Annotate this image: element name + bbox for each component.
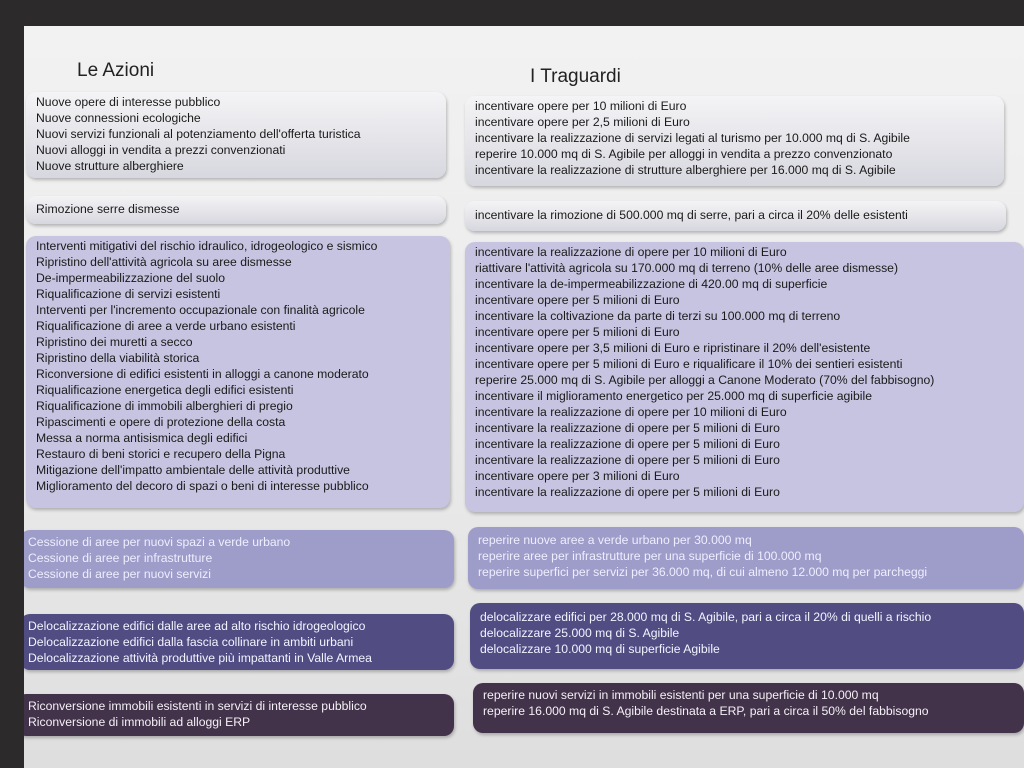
azione-item: De-impermeabilizzazione del suolo <box>36 271 225 285</box>
traguardo-item: incentivare opere per 3 milioni di Euro <box>475 469 680 483</box>
azione-item: Interventi mitigativi del rischio idraulico, idrogeologico e sismico <box>36 239 378 253</box>
traguardo-item: incentivare la de-impermeabilizzazione di 420.00 mq di superficie <box>475 277 828 291</box>
traguardo-item: reperire nuove aree a verde urbano per 30.000 mq <box>478 533 752 547</box>
traguardo-item: incentivare la realizzazione di opere per 5 milioni di Euro <box>475 437 780 451</box>
azione-item: Nuove opere di interesse pubblico <box>36 95 221 109</box>
traguardi-box-4 <box>468 527 1024 589</box>
azione-item: Riqualificazione energetica degli edifici esistenti <box>36 383 294 397</box>
azione-item: Ripristino dell'attività agricola su aree dismesse <box>36 255 292 269</box>
azione-item: Miglioramento del decoro di spazi o beni di interesse pubblico <box>36 479 369 493</box>
traguardo-item: incentivare opere per 3,5 milioni di Euro e ripristinare il 20% dell'esistente <box>475 341 871 355</box>
azione-item: Nuovi alloggi in vendita a prezzi convenzionati <box>36 143 286 157</box>
traguardi-box-1 <box>465 96 1004 186</box>
traguardo-item: incentivare opere per 5 milioni di Euro <box>475 325 680 339</box>
azioni-box-6 <box>24 694 454 736</box>
traguardo-item: reperire aree per infrastrutture per una superficie di 100.000 mq <box>478 549 822 563</box>
azione-item: Delocalizzazione edifici dalla fascia collinare in ambiti urbani <box>28 635 354 649</box>
azione-item: Nuovi servizi funzionali al potenziamento dell'offerta turistica <box>36 127 361 141</box>
traguardo-item: reperire 10.000 mq di S. Agibile per alloggi in vendita a prezzo convenzionato <box>475 147 893 161</box>
traguardi-box-6 <box>473 683 1024 733</box>
traguardo-item: incentivare la realizzazione di opere per 5 milioni di Euro <box>475 453 780 467</box>
traguardo-item: reperire 25.000 mq di S. Agibile per alloggi a Canone Moderato (70% del fabbisogno) <box>475 373 935 387</box>
azione-item: Riconversione di edifici esistenti in alloggi a canone moderato <box>36 367 369 381</box>
traguardi-box-3 <box>465 242 1024 512</box>
azione-item: Ripristino dei muretti a secco <box>36 335 193 349</box>
traguardi-box-5 <box>470 603 1024 669</box>
azioni-box-4 <box>24 530 454 588</box>
azione-item: Delocalizzazione attività produttive più impattanti in Valle Armea <box>28 651 372 665</box>
traguardo-item: reperire superfici per servizi per 36.000 mq, di cui almeno 12.000 mq per parcheggi <box>478 565 928 579</box>
traguardo-item: incentivare la realizzazione di opere per 5 milioni di Euro <box>475 485 780 499</box>
azione-item: Ripascimenti e opere di protezione della costa <box>36 415 286 429</box>
azione-item: Cessione di aree per nuovi spazi a verde urbano <box>28 535 291 549</box>
traguardo-item: incentivare opere per 10 milioni di Euro <box>475 99 687 113</box>
azione-item: Riqualificazione di immobili alberghieri di pregio <box>36 399 293 413</box>
azioni-box-3 <box>26 236 450 508</box>
traguardo-item: incentivare la realizzazione di servizi legati al turismo per 10.000 mq di S. Agibile <box>475 131 910 145</box>
azione-item: Messa a norma antisismica degli edifici <box>36 431 248 445</box>
traguardo-item: incentivare opere per 2,5 milioni di Euro <box>475 115 690 129</box>
azione-item: Delocalizzazione edifici dalle aree ad alto rischio idrogeologico <box>28 619 366 633</box>
azione-item: Riqualificazione di aree a verde urbano esistenti <box>36 319 296 333</box>
traguardo-item: delocalizzare 25.000 mq di S. Agibile <box>480 626 680 640</box>
azione-item: Nuove connessioni ecologiche <box>36 111 201 125</box>
azione-item: Restauro di beni storici e recupero della Pigna <box>36 447 286 461</box>
traguardo-item: riattivare l'attività agricola su 170.000 mq di terreno (10% delle aree dismesse) <box>475 261 899 275</box>
traguardo-item: incentivare la realizzazione di strutture alberghiere per 16.000 mq di S. Agibile <box>475 163 896 177</box>
traguardo-item: reperire nuovi servizi in immobili esistenti per una superficie di 10.000 mq <box>483 688 879 702</box>
azione-item: Interventi per l'incremento occupazionale con finalità agricole <box>36 303 365 317</box>
azione-item: Riqualificazione di servizi esistenti <box>36 287 221 301</box>
traguardo-item: incentivare opere per 5 milioni di Euro <box>475 293 680 307</box>
traguardo-item: incentivare la coltivazione da parte di terzi su 100.000 mq di terreno <box>475 309 841 323</box>
traguardo-item: delocalizzare edifici per 28.000 mq di S. Agibile, pari a circa il 20% di quelli a rischio <box>480 610 932 624</box>
traguardo-item: delocalizzare 10.000 mq di superficie Agibile <box>480 642 720 656</box>
azione-item: Cessione di aree per infrastrutture <box>28 551 213 565</box>
azione-item: Cessione di aree per nuovi servizi <box>28 567 211 581</box>
heading-traguardi: I Traguardi <box>530 66 621 87</box>
traguardo-item: incentivare il miglioramento energetico per 25.000 mq di superficie agibile <box>475 389 872 403</box>
projection-screen <box>24 26 1024 768</box>
azione-item: Riconversione immobili esistenti in servizi di interesse pubblico <box>28 699 367 713</box>
traguardo-item: incentivare la realizzazione di opere per 5 milioni di Euro <box>475 421 780 435</box>
azione-item: Mitigazione dell'impatto ambientale delle attività produttive <box>36 463 350 477</box>
traguardo-item: incentivare la realizzazione di opere per 10 milioni di Euro <box>475 405 787 419</box>
traguardo-item: incentivare la realizzazione di opere per 10 milioni di Euro <box>475 245 787 259</box>
traguardo-item: incentivare opere per 5 milioni di Euro e riqualificare il 10% dei sentieri esistenti <box>475 357 903 371</box>
azione-item: Rimozione serre dismesse <box>36 202 180 216</box>
azioni-box-2 <box>26 196 446 224</box>
traguardo-item: incentivare la rimozione di 500.000 mq di serre, pari a circa il 20% delle esistenti <box>475 208 908 222</box>
azione-item: Nuove strutture alberghiere <box>36 159 184 173</box>
azione-item: Riconversione di immobili ad alloggi ERP <box>28 715 251 729</box>
heading-azioni: Le Azioni <box>77 60 155 81</box>
azione-item: Ripristino della viabilità storica <box>36 351 200 365</box>
traguardo-item: reperire 16.000 mq di S. Agibile destinata a ERP, pari a circa il 50% del fabbisogno <box>483 704 929 718</box>
azioni-box-1 <box>26 92 446 178</box>
traguardi-box-2 <box>465 201 1006 231</box>
azioni-box-5 <box>24 614 454 670</box>
